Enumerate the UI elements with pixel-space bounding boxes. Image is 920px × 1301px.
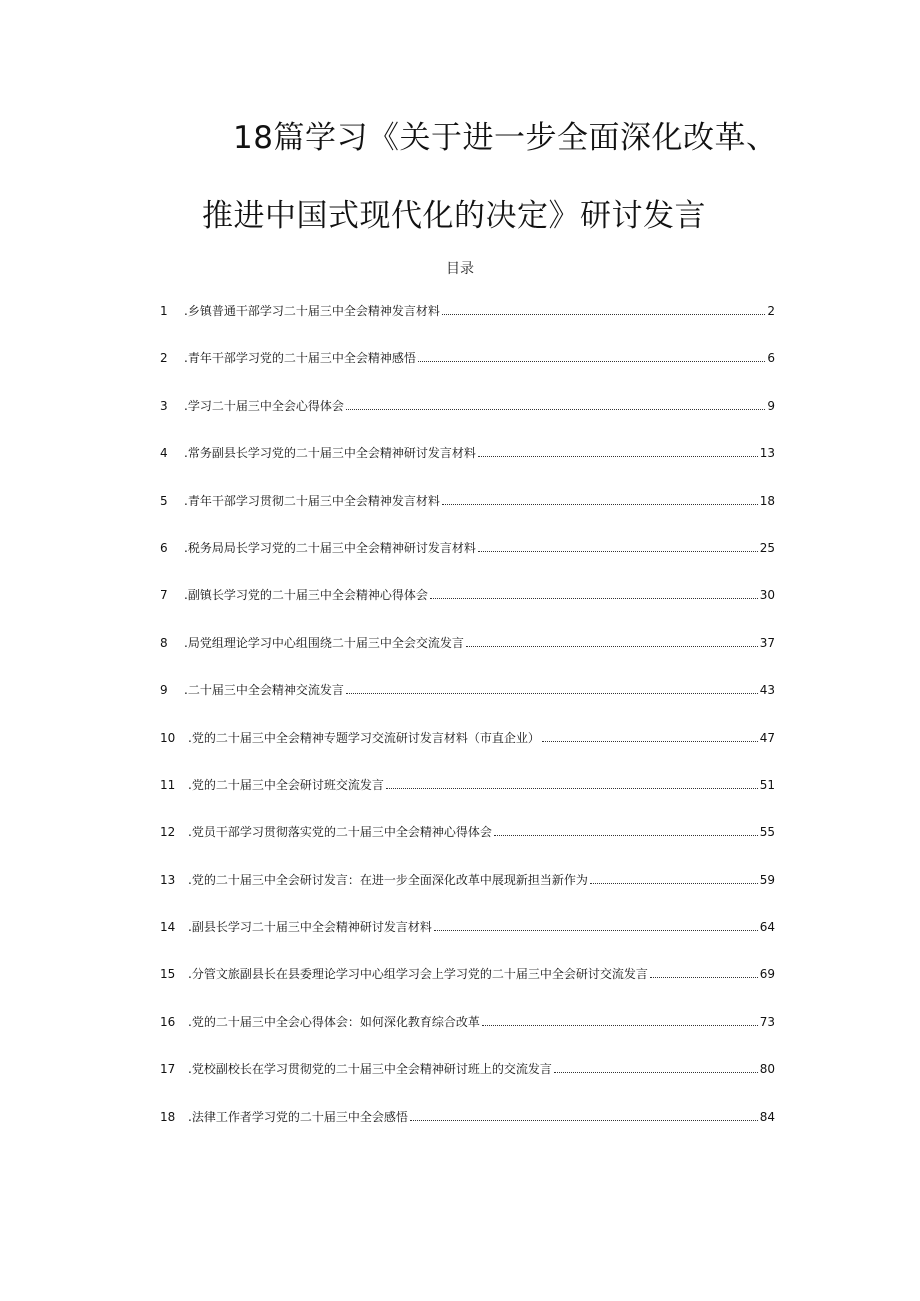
- toc-leader-dots: [542, 740, 758, 742]
- toc-entry[interactable]: [160, 1108, 775, 1155]
- toc-entry-number: 7: [160, 588, 168, 603]
- toc-entry[interactable]: [160, 586, 775, 633]
- toc-entry-number: 1: [160, 304, 168, 318]
- toc-entry-label: .局党组理论学习中心组围绕二十届三中全会交流发言: [184, 635, 464, 650]
- toc-entry-number: 11: [160, 777, 176, 792]
- toc-entry-number: 2: [160, 351, 168, 366]
- toc-leader-dots: [554, 1071, 758, 1073]
- toc-leader-dots: [494, 834, 758, 836]
- toc-entry-number: 12: [160, 825, 176, 840]
- toc-entry-number: 6: [160, 540, 168, 555]
- toc-entry-page-number: 47: [759, 730, 775, 745]
- toc-leader-dots: [466, 645, 758, 647]
- toc-entry-page-number: 84: [759, 1109, 775, 1124]
- toc-entry[interactable]: [160, 729, 775, 776]
- toc-leader-dots: [346, 408, 766, 410]
- toc-entry[interactable]: [160, 539, 775, 586]
- toc-entry-label: .副县长学习二十届三中全会精神研讨发言材料: [188, 920, 432, 935]
- toc-leader-dots: [442, 503, 758, 505]
- toc-entry-page-number: 69: [759, 967, 775, 982]
- toc-entry[interactable]: [160, 823, 775, 870]
- toc-entry-number: 4: [160, 446, 168, 461]
- toc-entry-label: .学习二十届三中全会心得体会: [184, 398, 344, 413]
- toc-entry-page-number: 9: [767, 398, 775, 413]
- toc-entry[interactable]: [160, 302, 775, 349]
- toc-entry-label: .党的二十届三中全会心得体会：如何深化教育综合改革: [188, 1014, 480, 1029]
- toc-entry-number: 18: [160, 1109, 176, 1124]
- toc-leader-dots: [482, 1024, 758, 1026]
- toc-entry-label: .党员干部学习贯彻落实党的二十届三中全会精神心得体会: [188, 825, 492, 840]
- toc-entry-page-number: 43: [759, 683, 775, 698]
- toc-entry-label: .分管文旅副县长在县委理论学习中心组学习会上学习党的二十届三中全会研讨交流发言: [188, 967, 648, 982]
- toc-entry[interactable]: [160, 634, 775, 681]
- toc-entry-page-number: 13: [759, 446, 775, 461]
- toc-entry-label: .法律工作者学习党的二十届三中全会感悟: [188, 1109, 408, 1124]
- toc-leader-dots: [442, 313, 766, 315]
- toc-entry[interactable]: [160, 444, 775, 491]
- toc-leader-dots: [386, 787, 758, 789]
- toc-entry-page-number: 55: [759, 825, 775, 840]
- toc-entry-number: 3: [160, 398, 168, 413]
- toc-entry-number: 9: [160, 683, 168, 698]
- toc-entry[interactable]: [160, 1060, 775, 1107]
- toc-leader-dots: [478, 550, 758, 552]
- toc-entry-number: 16: [160, 1014, 176, 1029]
- toc-entry-page-number: 64: [759, 920, 775, 935]
- toc-entry-number: 8: [160, 635, 168, 650]
- toc-entry-label: .党的二十届三中全会精神专题学习交流研讨发言材料（市直企业）: [188, 730, 540, 745]
- toc-entry[interactable]: [160, 1013, 775, 1060]
- toc-leader-dots: [590, 882, 758, 884]
- toc-entry-number: 15: [160, 967, 176, 982]
- toc-entry-page-number: 73: [759, 1014, 775, 1029]
- toc-leader-dots: [346, 692, 758, 694]
- toc-entry-page-number: 6: [767, 351, 775, 366]
- toc-entry-number: 14: [160, 920, 176, 935]
- toc-leader-dots: [478, 455, 758, 457]
- toc-entry[interactable]: [160, 681, 775, 728]
- toc-entry-page-number: 59: [759, 872, 775, 887]
- toc-entry[interactable]: [160, 871, 775, 918]
- toc-entry-page-number: 80: [759, 1062, 775, 1077]
- toc-entry[interactable]: [160, 965, 775, 1012]
- toc-entry-number: 10: [160, 730, 176, 745]
- toc-entry-page-number: 2: [767, 304, 775, 318]
- toc-leader-dots: [650, 976, 758, 978]
- toc-entry-label: .二十届三中全会精神交流发言: [184, 683, 344, 698]
- toc-entry-page-number: 30: [759, 588, 775, 603]
- toc-entry-label: .青年干部学习党的二十届三中全会精神感悟: [184, 351, 416, 366]
- toc-entry[interactable]: [160, 349, 775, 396]
- toc-entry-label: .副镇长学习党的二十届三中全会精神心得体会: [184, 588, 428, 603]
- toc-entry[interactable]: [160, 492, 775, 539]
- toc-entry-number: 5: [160, 493, 168, 508]
- toc-entry-page-number: 18: [759, 493, 775, 508]
- toc-leader-dots: [430, 597, 758, 599]
- toc-entry[interactable]: [160, 397, 775, 444]
- toc-entry-label: .乡镇普通干部学习二十届三中全会精神发言材料: [184, 304, 440, 318]
- toc-heading: 目录: [446, 261, 474, 277]
- toc-leader-dots: [410, 1119, 758, 1121]
- toc-leader-dots: [434, 929, 758, 931]
- toc-entry-label: .党校副校长在学习贯彻党的二十届三中全会精神研讨班上的交流发言: [188, 1062, 552, 1077]
- toc-entry-page-number: 37: [759, 635, 775, 650]
- toc-entry[interactable]: [160, 918, 775, 965]
- toc-entry-label: .青年干部学习贯彻二十届三中全会精神发言材料: [184, 493, 440, 508]
- toc-entry-label: .常务副县长学习党的二十届三中全会精神研讨发言材料: [184, 446, 476, 461]
- title-line-1: 18篇学习《关于进一步全面深化改革、: [233, 120, 778, 156]
- toc-entry-label: .党的二十届三中全会研讨班交流发言: [188, 777, 384, 792]
- toc-entry-number: 17: [160, 1062, 176, 1077]
- toc-entry-page-number: 51: [759, 777, 775, 792]
- toc-entry[interactable]: [160, 776, 775, 823]
- toc-entry-label: .税务局局长学习党的二十届三中全会精神研讨发言材料: [184, 540, 476, 555]
- toc-entry-label: .党的二十届三中全会研讨发言：在进一步全面深化改革中展现新担当新作为: [188, 872, 588, 887]
- toc-entry-number: 13: [160, 872, 176, 887]
- toc-leader-dots: [418, 360, 766, 362]
- toc-entry-page-number: 25: [759, 540, 775, 555]
- table-of-contents: [160, 302, 775, 1155]
- title-line-2: 推进中国式现代化的决定》研讨发言: [202, 198, 706, 234]
